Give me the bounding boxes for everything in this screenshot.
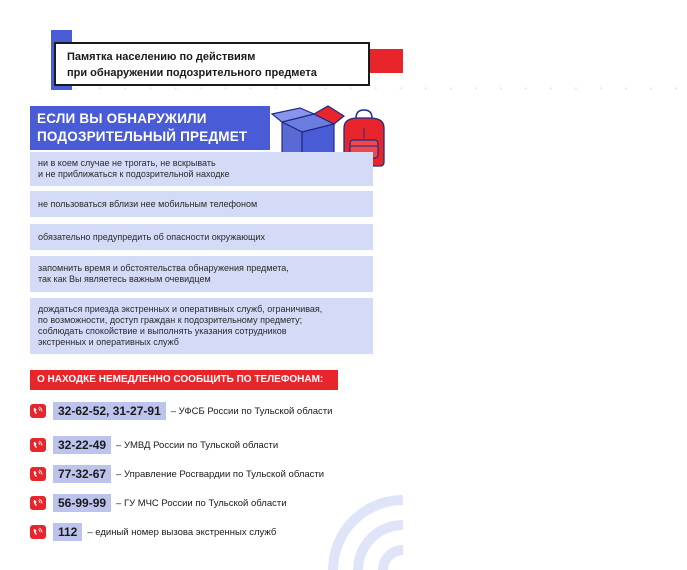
phone-icon <box>30 467 46 481</box>
phones-heading-text: О НАХОДКЕ НЕМЕДЛЕННО СООБЩИТЬ ПО ТЕЛЕФОНАМ: <box>37 374 324 385</box>
phone-number: 32-62-52, 31-27-91 <box>53 402 166 420</box>
rule-item-5-line-3: соблюдать спокойствие и выполнять указания сотрудников <box>38 326 287 336</box>
phone-description: – УМВД России по Тульской области <box>116 439 279 451</box>
phone-row-umvd <box>30 434 278 456</box>
phone-icon <box>30 404 46 418</box>
phone-description: – ГУ МЧС России по Тульской области <box>116 497 287 509</box>
phone-number: 56-99-99 <box>53 494 111 512</box>
phone-icon <box>30 496 46 510</box>
phone-number: 32-22-49 <box>53 436 111 454</box>
rule-item-1-line-2: и не приближаться к подозрительной находке <box>38 169 230 179</box>
phone-description: – единый номер вызова экстренных служб <box>87 526 277 538</box>
rule-item-5 <box>30 298 373 354</box>
rule-item-2-line-1: не пользоваться вблизи нее мобильным телефоном <box>38 198 258 209</box>
signal-waves-decoration <box>300 470 403 570</box>
rule-item-5-line-2: по возможности, доступ граждан к подозрительному предмету; <box>38 315 303 325</box>
phone-number: 112 <box>53 523 82 541</box>
title-line-2: при обнаружении подозрительного предмета <box>67 67 317 79</box>
phone-row-fsb <box>30 400 332 422</box>
rule-item-1-line-1: ни в коем случае не трогать, не вскрывать <box>38 158 216 168</box>
phone-icon <box>30 525 46 539</box>
rule-item-5-line-4: экстренных и оперативных служб <box>38 337 179 347</box>
phone-row-112 <box>30 521 276 543</box>
rule-item-3-line-1: обязательно предупредить об опасности окружающих <box>38 231 265 242</box>
rule-item-4 <box>30 256 373 292</box>
section-heading-line-2: ПОДОЗРИТЕЛЬНЫЙ ПРЕДМЕТ <box>37 129 248 144</box>
rule-item-4-line-2: так как Вы являетесь важным очевидцем <box>38 274 211 284</box>
section-heading-line-1: ЕСЛИ ВЫ ОБНАРУЖИЛИ <box>37 111 207 126</box>
phone-description: – УФСБ России по Тульской области <box>170 405 333 417</box>
title-box <box>54 42 370 86</box>
phones-heading <box>30 370 338 390</box>
phone-number: 77-32-67 <box>53 465 111 483</box>
rule-item-1 <box>30 152 373 186</box>
phone-icon <box>30 438 46 452</box>
rule-item-3 <box>30 224 373 250</box>
phone-row-rosgvardia <box>30 463 324 485</box>
phone-description: – Управление Росгвардии по Тульской области <box>116 468 325 480</box>
rule-item-5-line-1: дождаться приезда экстренных и оперативных служб, ограничивая, <box>38 304 323 314</box>
title-line-1: Памятка населению по действиям <box>67 51 256 63</box>
rule-item-2 <box>30 191 373 217</box>
phone-row-mchs <box>30 492 287 514</box>
section-heading <box>30 106 270 150</box>
rule-item-4-line-1: запомнить время и обстоятельства обнаружения предмета, <box>38 263 289 273</box>
decorative-dots: • • • • • • • • • • • • • • • • • • • • • • • • • <box>74 84 687 93</box>
